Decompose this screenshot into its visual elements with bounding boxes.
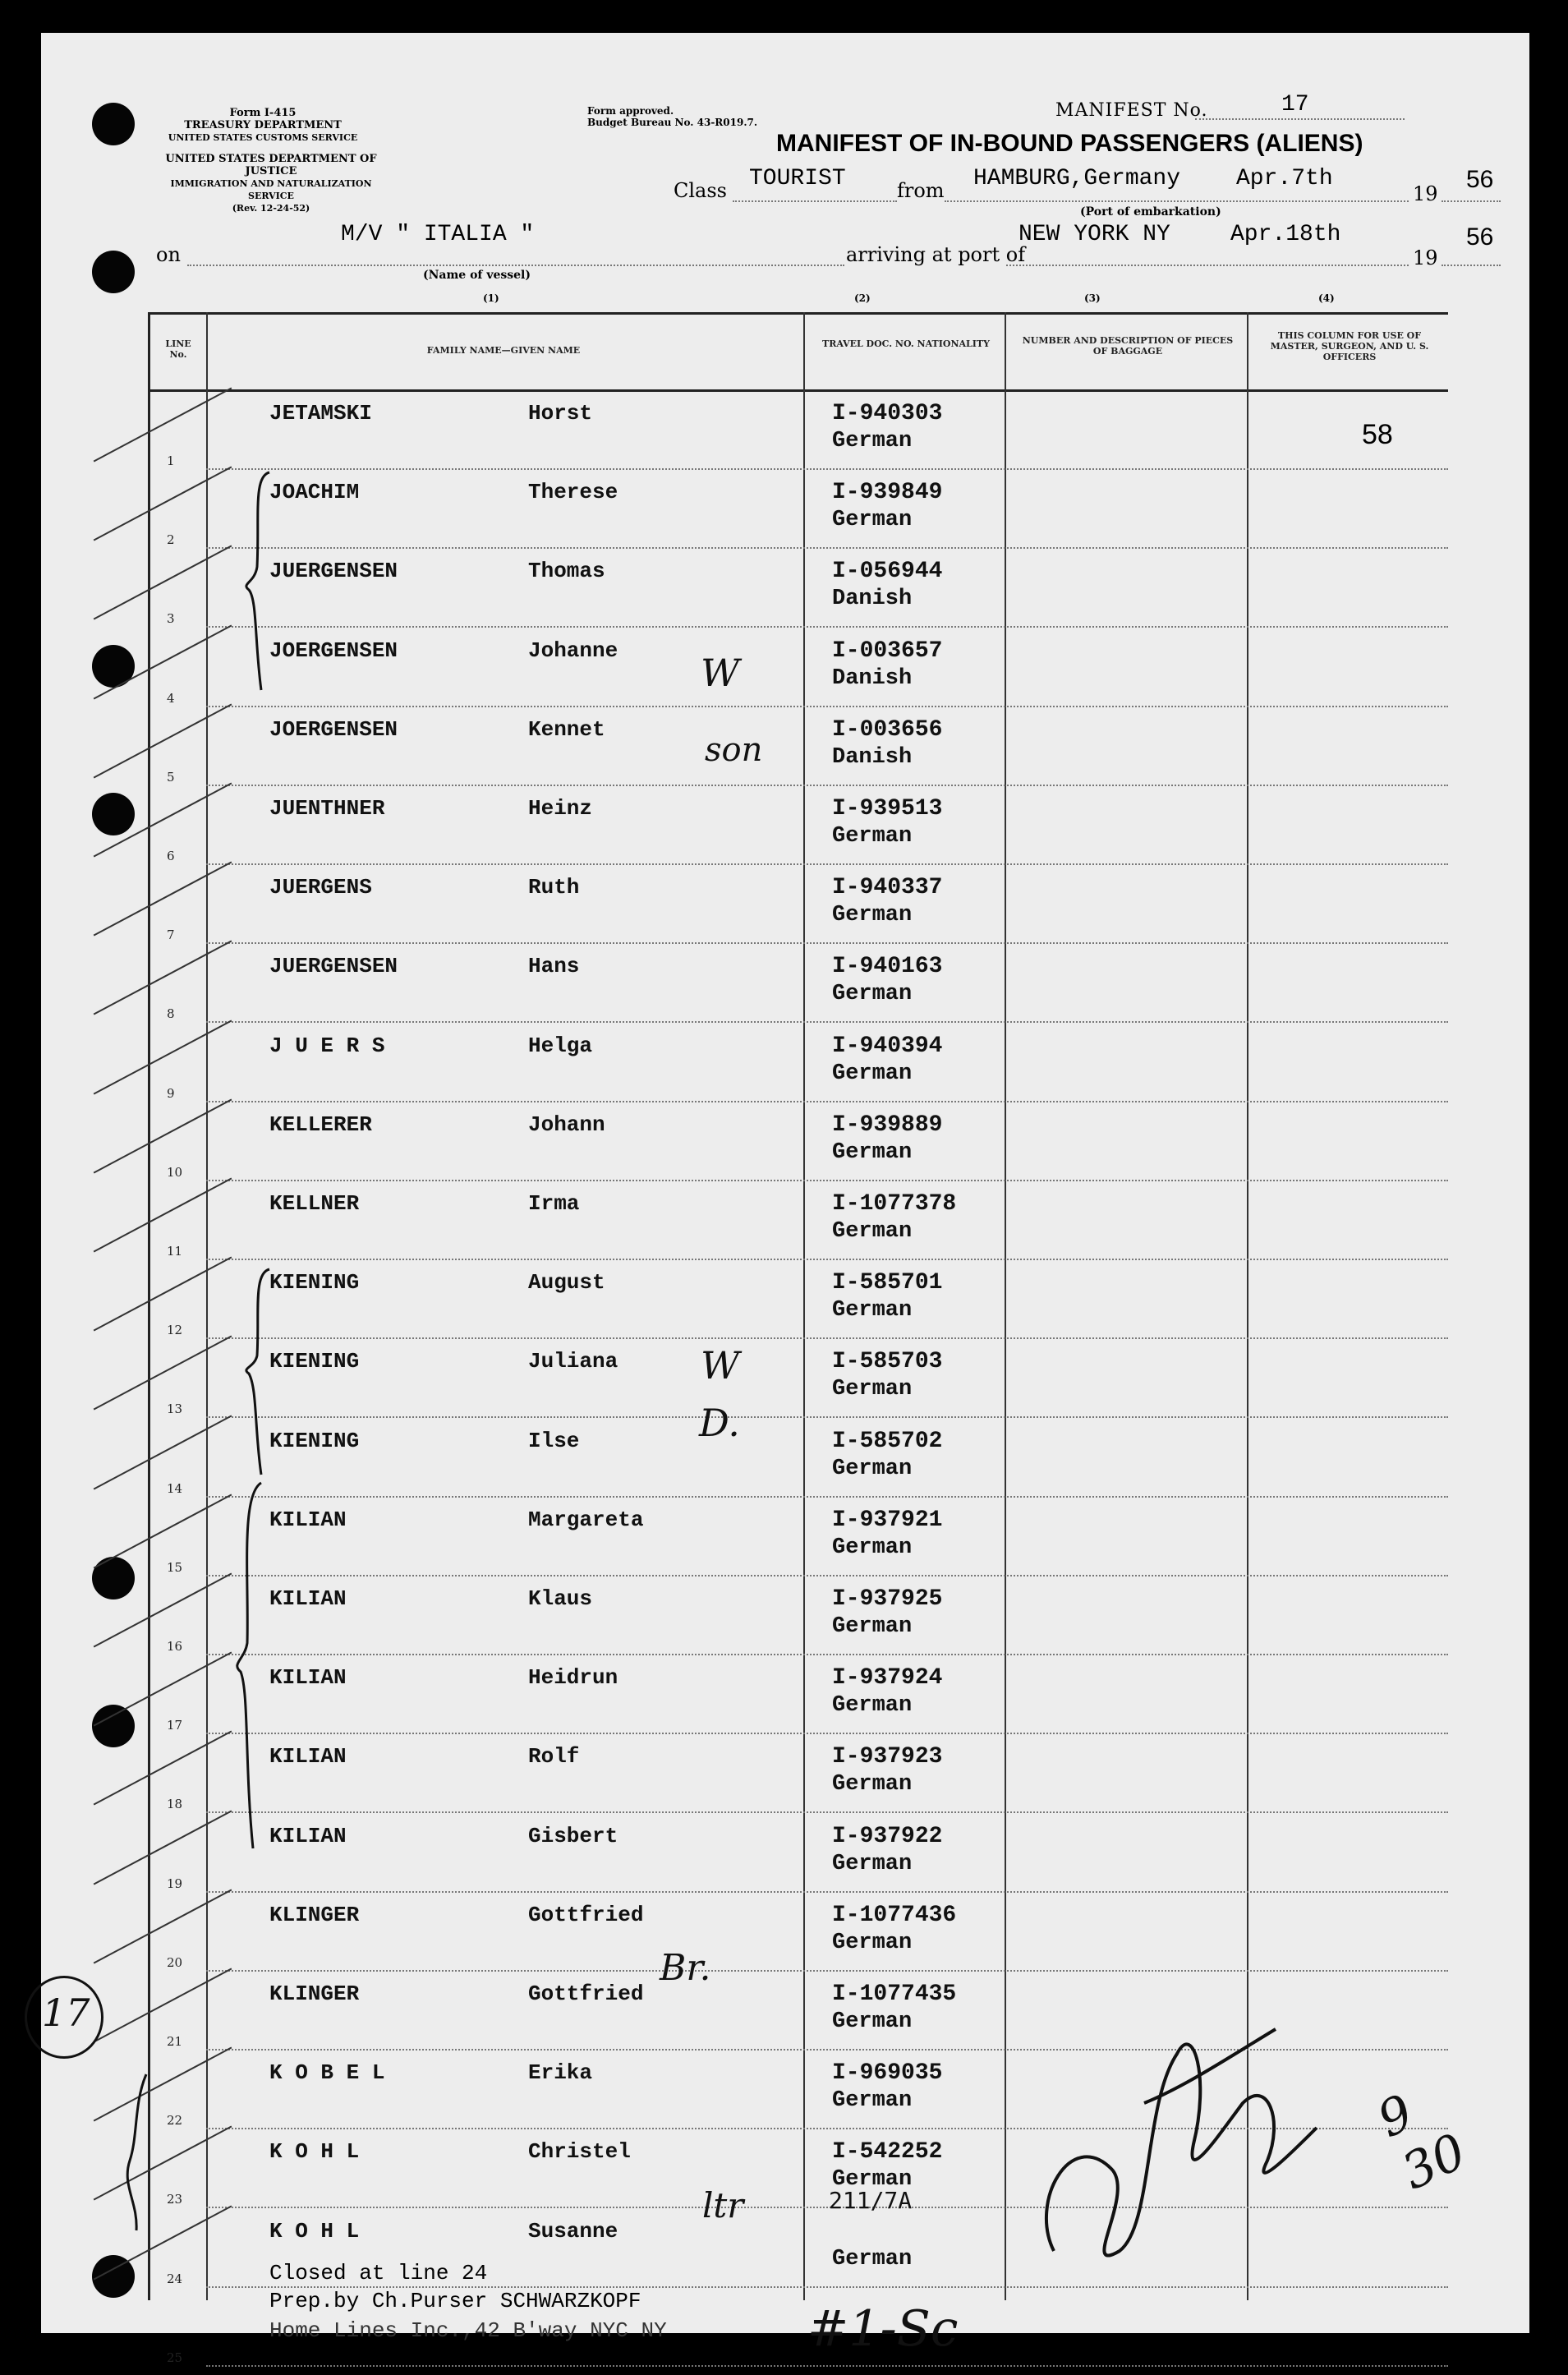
line-number: 2 [167,532,175,548]
nationality: German [832,2246,913,2271]
check-mark [94,1652,232,1727]
nationality: German [832,903,913,928]
circled-number-text: 17 [42,1991,90,2035]
col-num-4: (4) [1318,292,1335,304]
approved: Form approved. [587,105,674,117]
line-number: 15 [167,1559,183,1575]
travel-doc-no: I-937922 [832,1823,943,1849]
on-label: on [156,243,181,266]
justice-dept: UNITED STATES DEPARTMENT OF JUSTICE [165,153,377,177]
travel-doc-no: I-585701 [832,1270,943,1296]
travel-doc-no: I-937921 [832,1507,943,1533]
nationality: German [832,1456,913,1481]
given-name: Gottfried [528,1981,644,2006]
from-label: from [897,179,945,202]
table-row [150,944,1448,1023]
customs-service: UNITED STATES CUSTOMS SERVICE [168,132,358,143]
treasury-dept: TREASURY DEPARTMENT [184,119,342,131]
line-number: 5 [167,769,175,785]
family-name: KELLNER [269,1191,360,1216]
line-number: 4 [167,690,175,706]
nationality: German [832,429,913,453]
hw-w1: W [701,651,740,695]
footer-closed: Closed at line 24 [269,2261,488,2285]
inspector-signature [1021,2004,1366,2284]
travel-doc-no: I-937924 [832,1665,943,1691]
family-name: KIENING [269,1428,360,1453]
given-name: Therese [528,480,618,505]
ins-service: IMMIGRATION AND NATURALIZATION SERVICE [170,178,372,201]
table-row [150,628,1448,707]
arrival-year: 56 [1466,223,1494,251]
family-name: KLINGER [269,1981,360,2006]
table-row [150,865,1448,944]
nationality: German [832,2167,913,2193]
vessel-caption: (Name of vessel) [423,269,531,282]
travel-doc-no: I-940394 [832,1033,943,1059]
family-name: J U E R S [269,1033,385,1058]
manifest-no-label: MANIFEST No. [1055,100,1208,121]
table-row [150,1181,1448,1260]
footer-agent: Home Lines Inc.,42 B'way NYC NY [269,2318,667,2343]
travel-doc-no: I-937925 [832,1586,943,1612]
travel-doc-no: I-056944 [832,559,943,585]
table-row [150,470,1448,549]
table-row [150,391,1448,470]
family-name: K O B E L [269,2060,385,2086]
travel-doc-no: I-939889 [832,1112,943,1138]
embark-year-prefix: 19 [1413,182,1438,205]
check-mark [94,1494,232,1568]
nationality: German [832,2009,913,2034]
from-value: HAMBURG,Germany [973,166,1181,191]
hw-doc24: 211/7A [829,2187,913,2214]
nationality: German [832,1061,913,1086]
nationality: German [832,824,913,849]
hw-w2: W [701,1343,740,1388]
embark-date: Apr.7th [1236,166,1333,191]
given-name: Gisbert [528,1823,618,1848]
table-row [150,1576,1448,1655]
nationality: German [832,1930,913,1955]
line-number: 19 [167,1876,183,1891]
header-line-no: LINE No. [165,338,191,360]
hw-d: D. [699,1401,740,1445]
family-name: KILIAN [269,1586,347,1611]
check-mark [94,1257,232,1332]
class-label: Class [674,179,727,202]
check-mark [94,862,232,937]
table-row [150,1734,1448,1813]
vessel-name: M/V " ITALIA " [341,222,535,247]
form-header-left [156,107,370,144]
travel-doc-no: I-585703 [832,1349,943,1375]
officer-note: 58 [1362,419,1393,450]
travel-doc-no: I-940337 [832,875,943,901]
check-mark [94,941,232,1015]
table-row [150,1419,1448,1498]
col-num-1: (1) [483,292,499,304]
travel-doc-no: I-1077436 [832,1902,957,1928]
hw-sig-time: 9 30 [1368,2083,1475,2202]
line-number: 11 [167,1244,183,1259]
line-number: 14 [167,1480,183,1496]
hw-br: Br. [660,1947,711,1989]
given-name: Kennet [528,716,605,742]
family-name: KILIAN [269,1665,347,1691]
travel-doc-no: I-1077435 [832,1981,957,2007]
form-header-justice [148,153,394,214]
family-bracket-kohl [113,2070,171,2235]
given-name: Ilse [528,1428,580,1453]
given-name: Irma [528,1191,580,1216]
line-number: 9 [167,1085,175,1101]
check-mark [94,1810,232,1885]
family-name: JOACHIM [269,480,360,505]
check-mark [94,1889,232,1963]
check-mark [94,545,232,620]
table-row [150,1655,1448,1734]
binder-hole [92,103,135,145]
nationality: Danish [832,744,913,770]
check-mark [94,1178,232,1253]
table-row [150,1339,1448,1418]
nationality: German [832,1851,913,1876]
line-number: 3 [167,611,175,627]
budget-bureau: Budget Bureau No. 43-R019.7. [587,117,758,128]
given-name: Heinz [528,796,593,821]
travel-doc-no: I-937923 [832,1744,943,1770]
table-row [150,1893,1448,1972]
line-number: 24 [167,2271,183,2286]
nationality: Danish [832,587,913,612]
family-bracket-kiening [237,1265,286,1479]
travel-doc-no: I-940163 [832,954,943,980]
travel-doc-no: I-939849 [832,480,943,506]
nationality: German [832,1298,913,1323]
family-name: JUENTHNER [269,796,385,821]
line-number: 10 [167,1164,183,1180]
family-name: KIENING [269,1270,360,1296]
family-bracket-juergensen [237,468,286,698]
family-name: KILIAN [269,1507,347,1532]
nationality: German [832,982,913,1007]
nationality: German [832,508,913,533]
travel-doc-no: I-940303 [832,401,943,426]
line-number: 18 [167,1797,183,1812]
given-name: Gottfried [528,1902,644,1927]
given-name: Johanne [528,637,618,663]
given-name: Susanne [528,2218,618,2244]
travel-doc-no: I-585702 [832,1428,943,1454]
footer-prep: Prep.by Ch.Purser SCHWARZKOPF [269,2289,641,2313]
given-name: Johann [528,1112,605,1137]
embark-year: 56 [1466,166,1494,193]
table-row [150,1024,1448,1102]
form-number: Form I-415 [229,107,297,119]
line-number: 16 [167,1639,183,1654]
arriving-label: arriving at port of [846,243,1026,266]
travel-doc-no: I-003656 [832,716,943,743]
family-name: K O H L [269,2218,360,2244]
travel-doc-no: I-939513 [832,796,943,822]
nationality: German [832,2088,913,2114]
family-name: JOERGENSEN [269,716,398,742]
nationality: German [832,1693,913,1719]
nationality: German [832,1535,913,1560]
travel-doc-no: I-542252 [832,2139,943,2166]
check-mark [94,1415,232,1489]
table-row [150,1102,1448,1181]
family-name: KLINGER [269,1902,360,1927]
line-number: 21 [167,2034,183,2049]
family-name: JUERGENSEN [269,559,398,584]
family-name: JETAMSKI [269,401,372,426]
check-mark [94,1336,232,1411]
nationality: German [832,1139,913,1165]
table-row [150,1498,1448,1576]
family-name: KIENING [269,1349,360,1374]
travel-doc-no: I-003657 [832,637,943,664]
family-bracket-kilian [224,1479,274,1857]
family-name: JUERGENS [269,875,372,900]
nationality: German [832,1614,913,1639]
header-doc: TRAVEL DOC. NO. NATIONALITY [822,338,990,349]
family-name: KILIAN [269,1744,347,1770]
given-name: Margareta [528,1507,644,1532]
binder-hole [92,1705,135,1747]
arrival-port: NEW YORK NY [1019,222,1170,247]
hw-signoff: #1-Sc [807,2300,959,2358]
given-name: Rolf [528,1744,580,1770]
revision: (Rev. 12-24-52) [232,203,310,214]
manifest-page [41,33,1529,2365]
col-num-2: (2) [854,292,871,304]
check-mark [94,703,232,778]
passenger-table [148,312,1475,2365]
nationality: German [832,1377,913,1402]
given-name: Hans [528,954,580,979]
line-number: 6 [167,849,175,863]
family-name: KILIAN [269,1823,347,1848]
table-row [150,549,1448,628]
table-row [150,1814,1448,1893]
travel-doc-no: I-1077378 [832,1191,957,1217]
arrival-year-prefix: 19 [1413,246,1438,269]
given-name: Thomas [528,559,605,584]
manifest-no-value: 17 [1281,92,1309,117]
binder-hole [92,793,135,835]
given-name: Erika [528,2060,593,2086]
table-row [150,1260,1448,1339]
nationality: Danish [832,665,913,691]
check-mark [94,1020,232,1094]
given-name: Horst [528,401,593,426]
header-name: FAMILY NAME—GIVEN NAME [426,345,581,356]
form-approval [587,105,757,128]
line-number: 17 [167,1718,183,1733]
check-mark [94,467,232,541]
class-value: TOURIST [749,166,846,191]
line-number: 23 [167,2192,183,2207]
arrival-date: Apr.18th [1230,222,1341,247]
binder-hole [92,1557,135,1599]
header-officers: THIS COLUMN FOR USE OF MASTER, SURGEON, AND U. S. OFFICERS [1270,330,1429,362]
given-name: Ruth [528,875,580,900]
port-caption: (Port of embarkation) [1080,205,1221,219]
line-number: 20 [167,1954,183,1970]
table-row [150,707,1448,786]
line-number: 7 [167,927,175,943]
line-number: 12 [167,1323,183,1338]
hw-ltr: ltr [702,2185,744,2225]
family-name: K O H L [269,2139,360,2165]
hw-son: son [705,731,763,769]
family-name: JUERGENSEN [269,954,398,979]
family-name: JOERGENSEN [269,637,398,663]
family-name: KELLERER [269,1112,372,1137]
circled-number [25,1976,103,2059]
travel-doc-no: I-969035 [832,2060,943,2087]
check-mark [94,388,232,463]
given-name: Klaus [528,1586,593,1611]
given-name: August [528,1270,605,1296]
line-number: 13 [167,1402,183,1417]
check-mark [94,1968,232,2043]
check-mark [94,1098,232,1173]
nationality: German [832,1772,913,1797]
line-number: 25 [167,2350,183,2365]
given-name: Heidrun [528,1665,618,1691]
header-baggage: NUMBER AND DESCRIPTION OF PIECES OF BAGGAGE [1022,335,1234,357]
nationality: German [832,1219,913,1244]
col-num-3: (3) [1084,292,1101,304]
line-number: 1 [167,453,175,468]
manifest-title: MANIFEST OF IN-BOUND PASSENGERS (ALIENS) [776,130,1363,157]
binder-hole [92,251,135,293]
given-name: Christel [528,2139,631,2165]
line-number: 8 [167,1006,175,1022]
given-name: Helga [528,1033,593,1058]
table-row [150,786,1448,865]
line-number: 22 [167,2113,183,2129]
given-name: Juliana [528,1349,618,1374]
